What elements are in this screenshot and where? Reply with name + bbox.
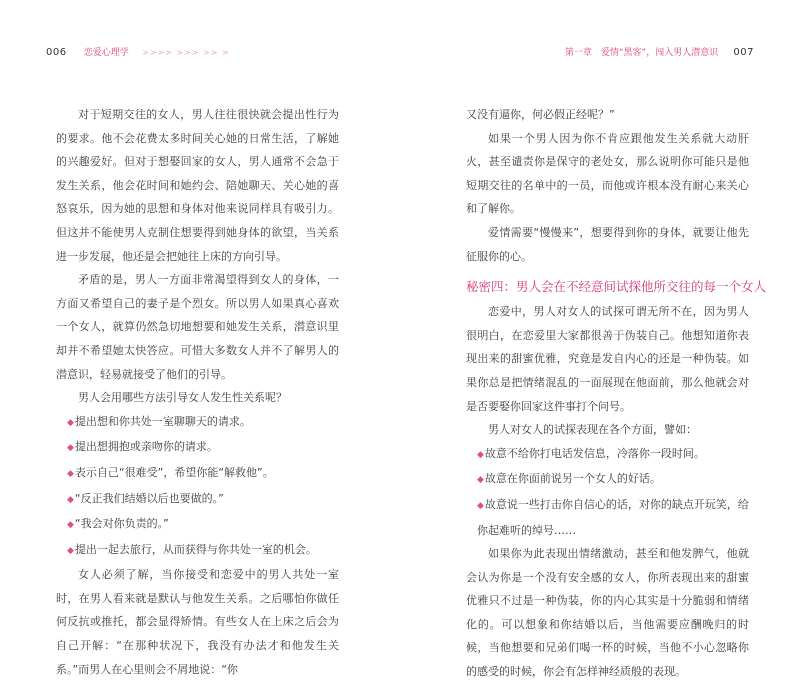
paragraph: 男人对女人的试探表现在各个方面，譬如： xyxy=(488,423,697,437)
section-heading: 秘密四：男人会在不经意间试探他所交往的每一个女人 xyxy=(466,279,767,295)
bullet-item xyxy=(56,461,339,487)
diamond-icon: ◆ xyxy=(477,449,484,460)
diamond-icon: ◆ xyxy=(477,500,484,511)
left-page-number: 006 xyxy=(46,47,67,58)
diamond-icon: ◆ xyxy=(67,520,74,531)
diamond-icon: ◆ xyxy=(67,417,74,428)
diamond-icon: ◆ xyxy=(67,545,74,556)
diamond-icon: ◆ xyxy=(477,475,484,486)
right-page-number: 007 xyxy=(733,47,754,58)
right-page-intro xyxy=(466,103,749,268)
bullet-text: “反正我们结婚以后也要做的。” xyxy=(74,491,224,505)
bullet-item xyxy=(466,442,749,468)
bullet-text: 提出一起去旅行，从而获得与你共处一室的机会。 xyxy=(74,542,317,556)
bullet-item xyxy=(56,410,339,436)
diamond-icon: ◆ xyxy=(67,494,74,505)
bullet-item xyxy=(56,512,339,538)
bullet-text: 故意在你面前说另一个女人的好话。 xyxy=(484,472,661,486)
right-page-body xyxy=(466,103,767,684)
paragraph: 对于短期交往的女人，男人往往很快就会提出性行为的要求。他不会花费太多时间关心她的日常生活，了解她的兴趣爱好。但对于想娶回家的女人，男人通常不会急于发生关系，他会花时间和她约会、陪她聊天、关心她的喜怒哀乐，因为她的思想和身体对他来说同样具有吸引力。但这并不能使男人克制住想要得到她身体的欲望，当关系进一步发展，他还是会把她往上床的方向引导。 xyxy=(56,108,339,263)
bullet-item xyxy=(56,538,339,564)
chapter-title: 第一章 爱情“黑客”，闯入男人潜意识 xyxy=(564,48,719,58)
bullet-text: 提出想拥抱或亲吻你的请求。 xyxy=(74,440,218,454)
paragraph: 爱情需要“慢慢来”，想要得到你的身体，就要让他先征服你的心。 xyxy=(466,225,749,263)
left-page-header xyxy=(46,46,230,60)
paragraph: 如果你为此表现出情绪激动，甚至和他发脾气，他就会认为你是一个没有安全感的女人，你所表现出来的甜蜜优雅只不过是一种伪装，你的内心其实是十分脆弱和情绪化的。可以想象和你结婚以后，当他需要应酬晚归的时候，当他想要和兄弟们喝一杯的时候，当他不小心忽略你的感受的时候，你会有怎样神经质般的表现。 xyxy=(466,547,749,679)
left-page-body xyxy=(56,103,339,681)
bullet-item xyxy=(56,487,339,513)
bullet-text: 表示自己“很难受”，希望你能“解救他”。 xyxy=(74,465,274,479)
paragraph: 又没有逼你，何必假正经呢？” xyxy=(466,108,615,121)
bullet-item xyxy=(466,493,749,542)
bullet-text: 故意不给你打电话发信息，冷落你一段时间。 xyxy=(484,446,705,460)
decorative-arrows: >>>> >>> >> > xyxy=(141,48,230,57)
paragraph: 矛盾的是，男人一方面非常渴望得到女人的身体，一方面又希望自己的妻子是个烈女。所以男人如果真心喜欢一个女人，就算仍然急切地想要和她发生关系，潜意识里却并不希望她太快答应。可惜大多数女人并不了解男人的潜意识，轻易就接受了他们的引导。 xyxy=(56,273,339,381)
bullet-item xyxy=(56,435,339,461)
diamond-icon: ◆ xyxy=(67,468,74,479)
bullet-text: 故意说一些打击你自信心的话，对你的缺点开玩笑，给你起难听的绰号…… xyxy=(477,497,749,537)
bullet-item xyxy=(466,467,749,493)
right-page-header xyxy=(565,46,754,60)
right-page-section-body xyxy=(466,300,749,684)
diamond-icon: ◆ xyxy=(67,443,74,454)
paragraph: 男人会用哪些方法引导女人发生性关系呢？ xyxy=(78,391,287,405)
bullet-text: 提出想和你共处一室聊聊天的请求。 xyxy=(74,414,251,428)
bullet-text: “我会对你负责的。” xyxy=(74,517,169,531)
paragraph: 如果一个男人因为你不肯应跟他发生关系就大动肝火，甚至谴责你是保守的老处女，那么说明你可能只是他短期交往的名单中的一员，而他或许根本没有耐心来关心和了解你。 xyxy=(466,131,749,216)
book-title: 恋爱心理学 xyxy=(83,48,129,58)
paragraph: 恋爱中，男人对女人的试探可谓无所不在，因为男人很明白，在恋爱里大家都很善于伪装自己。他想知道你表现出来的甜蜜优雅，究竟是发自内心的还是一种伪装。如果你总是把情绪混乱的一面展现在他面前，那么他就会对是否要娶你回家这件事打个问号。 xyxy=(466,305,749,413)
paragraph: 女人必须了解，当你接受和恋爱中的男人共处一室时，在男人看来就是默认与他发生关系。之后哪怕你做任何反抗或推托，都会显得矫情。有些女人在上床之后会为自己开解：“在那种状况下，我没有办法才和他发生关系。”而男人在心里则会不屑地说：“你 xyxy=(56,568,339,676)
